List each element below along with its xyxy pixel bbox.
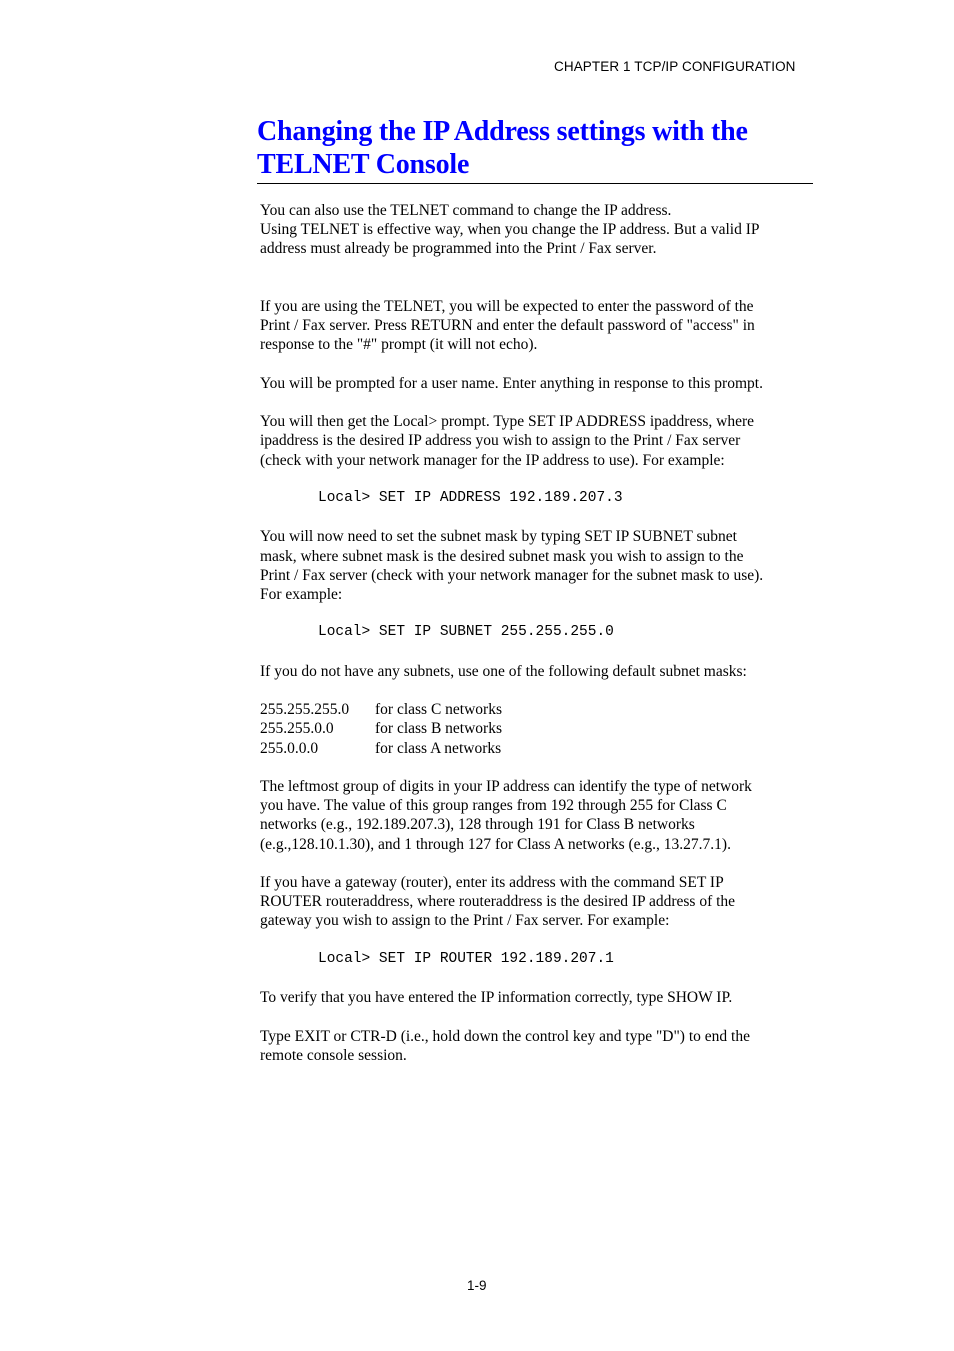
text-line: For example:: [260, 585, 343, 603]
code-example-subnet: Local> SET IP SUBNET 255.255.255.0: [318, 624, 614, 641]
text-line: If you do not have any subnets, use one of the following default subnet masks:: [260, 662, 747, 680]
spacer: [260, 931, 820, 950]
document-body: [260, 201, 820, 1065]
text-line: Print / Fax server (check with your network manager for the subnet mask to use).: [260, 566, 764, 584]
paragraph-gateway: [260, 873, 820, 931]
text-line: networks (e.g., 192.189.207.3), 128 through 191 for Class B networks: [260, 816, 695, 834]
spacer: [260, 758, 820, 777]
spacer: [260, 854, 820, 873]
page-title: [257, 115, 813, 181]
subnet-mask-list: [260, 700, 820, 758]
subnet-mask-value: 255.255.0.0: [260, 720, 334, 738]
text-line: You will then get the Local> prompt. Type SET IP ADDRESS ipaddress, where: [260, 413, 755, 431]
paragraph-intro: [260, 201, 820, 259]
subnet-mask-description: for class A networks: [375, 739, 502, 757]
text-line: remote console session.: [260, 1046, 407, 1064]
paragraph-verify: [260, 988, 820, 1007]
spacer: [260, 508, 820, 527]
spacer: [260, 393, 820, 412]
text-line: (check with your network manager for the IP address to use). For example:: [260, 451, 725, 469]
subnet-mask-value: 255.0.0.0: [260, 739, 319, 757]
text-line: You will now need to set the subnet mask by typing SET IP SUBNET subnet: [260, 528, 737, 546]
text-line: Type EXIT or CTR-D (i.e., hold down the control key and type "D") to end the: [260, 1027, 750, 1045]
paragraph-exit: [260, 1027, 820, 1065]
subnet-mask-row: [260, 719, 820, 738]
text-line: address must already be programmed into the Print / Fax server.: [260, 240, 657, 258]
running-header: CHAPTER 1 TCP/IP CONFIGURATION: [554, 59, 796, 74]
subnet-mask-description: for class C networks: [375, 701, 502, 719]
spacer: [260, 259, 820, 297]
text-line: you have. The value of this group ranges from 192 through 255 for Class C: [260, 797, 727, 815]
spacer: [260, 604, 820, 623]
spacer: [260, 355, 820, 374]
page-number: 1-9: [467, 1278, 487, 1293]
text-line: If you are using the TELNET, you will be expected to enter the password of the: [260, 298, 754, 315]
spacer: [260, 1007, 820, 1026]
page-title-line: TELNET Console: [257, 149, 470, 180]
text-line: To verify that you have entered the IP information correctly, type SHOW IP.: [260, 989, 733, 1007]
spacer: [260, 681, 820, 700]
subnet-mask-row: [260, 739, 820, 758]
spacer: [260, 470, 820, 489]
text-line: ipaddress is the desired IP address you wish to assign to the Print / Fax server: [260, 432, 741, 450]
paragraph-no-subnets: [260, 662, 820, 681]
text-line: Print / Fax server. Press RETURN and enter the default password of "access" in: [260, 317, 755, 335]
paragraph-local-prompt: [260, 412, 820, 470]
code-example-address: Local> SET IP ADDRESS 192.189.207.3: [318, 489, 623, 506]
spacer: [260, 643, 820, 662]
text-line: (e.g.,128.10.1.30), and 1 through 127 for Class A networks (e.g., 13.27.7.1).: [260, 835, 731, 853]
text-line: ROUTER routeraddress, where routeraddress is the desired IP address of the: [260, 893, 736, 911]
paragraph-subnet: [260, 527, 820, 604]
paragraph-leftmost-digits: [260, 777, 820, 854]
text-line: Using TELNET is effective way, when you change the IP address. But a valid IP: [260, 221, 760, 239]
text-line: If you have a gateway (router), enter its address with the command SET IP: [260, 873, 724, 891]
subnet-mask-value: 255.255.255.0: [260, 701, 350, 719]
spacer: [260, 969, 820, 988]
paragraph-password: [260, 297, 820, 355]
text-line: You will be prompted for a user name. Enter anything in response to this prompt.: [260, 374, 763, 392]
page-title-line: Changing the IP Address settings with the: [257, 116, 748, 147]
subnet-mask-row: [260, 700, 820, 719]
text-line: You can also use the TELNET command to change the IP address.: [260, 202, 672, 219]
text-line: response to the "#" prompt (it will not echo).: [260, 336, 538, 354]
text-line: The leftmost group of digits in your IP address can identify the type of network: [260, 777, 752, 795]
subnet-mask-description: for class B networks: [375, 720, 502, 738]
paragraph-username: [260, 374, 820, 393]
text-line: gateway you wish to assign to the Print / Fax server. For example:: [260, 912, 670, 930]
text-line: mask, where subnet mask is the desired subnet mask you wish to assign to the: [260, 547, 744, 565]
section-title-block: [257, 115, 813, 184]
code-example-router: Local> SET IP ROUTER 192.189.207.1: [318, 950, 614, 967]
